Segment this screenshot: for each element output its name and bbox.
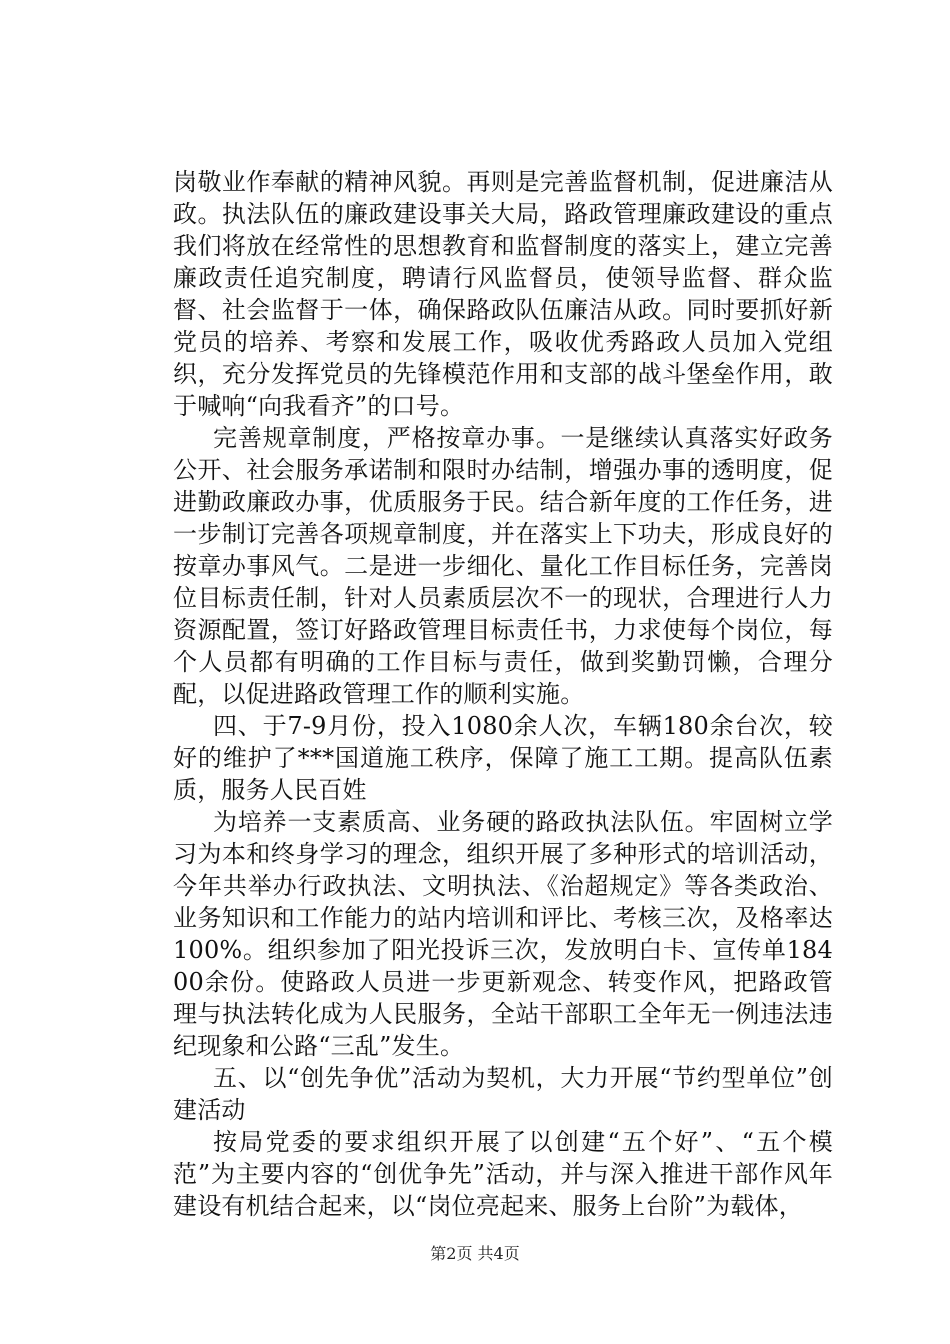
page-number-footer: 第2页 共4页 — [430, 1244, 520, 1263]
heading-section-five: 五、以“创先争优”活动为契机，大力开展“节约型单位”创建活动 — [173, 1064, 833, 1124]
paragraph-regulations: 完善规章制度，严格按章办事。一是继续认真落实好政务公开、社会服务承诺制和限时办结制，增强办事的透明度，促进勤政廉政办事，优质服务于民。结合新年度的工作任务，进一步制订完善各项规章制度，并在落实上下功夫，形成良好的按章办事风气。二是进一步细化、量化工作目标任务，完善岗位目标责任制，针对人员素质层次不一的现状，合理进行人力资源配置，签订好路政管理目标责任书，力求使每个岗位，每个人员都有明确的工作目标与责任，做到奖勤罚懒，合理分配，以促进路政管理工作的顺利实施。 — [173, 424, 833, 708]
document-body — [173, 166, 833, 1222]
paragraph-activities: 按局党委的要求组织开展了以创建“五个好”、“五个模范”为主要内容的“创优争先”活动，并与深入推进干部作风年建设有机结合起来，以“岗位亮起来、服务上台阶”为载体， — [173, 1128, 833, 1220]
paragraph-integrity: 岗敬业作奉献的精神风貌。再则是完善监督机制，促进廉洁从政。执法队伍的廉政建设事关大局，路政管理廉政建设的重点我们将放在经常性的思想教育和监督制度的落实上，建立完善廉政责任追究制度，聘请行风监督员，使领导监督、群众监督、社会监督于一体，确保路政队伍廉洁从政。同时要抓好新党员的培养、考察和发展工作，吸收优秀路政人员加入党组织，充分发挥党员的先锋模范作用和支部的战斗堡垒作用，敢于喊响“向我看齐”的口号。 — [173, 168, 833, 420]
paragraph-training: 为培养一支素质高、业务硬的路政执法队伍。牢固树立学习为本和终身学习的理念，组织开展了多种形式的培训活动，今年共举办行政执法、文明执法、《治超规定》等各类政治、业务知识和工作能力的站内培训和评比、考核三次，及格率达100%。组织参加了阳光投诉三次，发放明白卡、宣传单18400余份。使路政人员进一步更新观念、转变作风，把路政管理与执法转化成为人民服务，全站干部职工全年无一例违法违纪现象和公路“三乱”发生。 — [173, 808, 833, 1060]
paragraph-section-four: 四、于7-9月份，投入1080余人次，车辆180余台次，较好的维护了***国道施工秩序，保障了施工工期。提高队伍素质，服务人民百姓 — [173, 712, 833, 804]
